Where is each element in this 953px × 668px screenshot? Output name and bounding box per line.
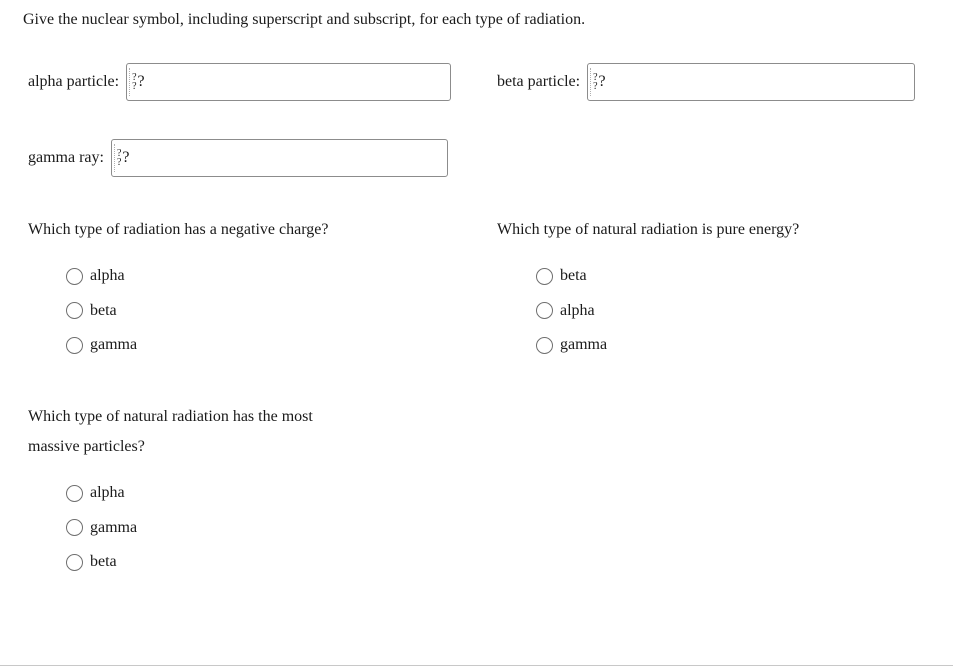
alpha-particle-label: alpha particle: xyxy=(28,73,120,90)
pure-energy-option-gamma[interactable] xyxy=(536,328,607,363)
option-label: gamma xyxy=(90,518,138,536)
gamma-superscript-slot[interactable]: ? xyxy=(116,148,122,159)
negative-charge-options xyxy=(66,259,137,363)
radio-button[interactable] xyxy=(536,268,553,285)
option-label: beta xyxy=(90,301,117,319)
massive-particles-option-alpha[interactable] xyxy=(66,476,137,511)
radio-button[interactable] xyxy=(536,302,553,319)
beta-particle-input[interactable] xyxy=(587,63,915,101)
question-line: Which type of natural radiation has the most xyxy=(28,408,313,425)
radio-button[interactable] xyxy=(66,302,83,319)
option-label: gamma xyxy=(560,336,608,354)
question-line: massive particles? xyxy=(28,438,145,455)
gamma-ray-field xyxy=(28,137,448,179)
beta-subscript-slot[interactable]: ? xyxy=(593,81,598,92)
radio-button[interactable] xyxy=(66,268,83,285)
gamma-symbol-slot[interactable]: ? xyxy=(122,149,130,166)
bottom-divider xyxy=(0,665,953,666)
option-label: beta xyxy=(90,553,117,571)
alpha-particle-input[interactable] xyxy=(126,63,451,101)
beta-particle-label: beta particle: xyxy=(497,73,581,90)
alpha-superscript-slot[interactable]: ? xyxy=(132,72,137,83)
negative-charge-option-beta[interactable] xyxy=(66,294,137,329)
alpha-nuclear-symbol-template[interactable] xyxy=(129,68,145,96)
option-label: alpha xyxy=(90,484,125,502)
gamma-ray-input[interactable] xyxy=(111,139,448,177)
gamma-ray-label: gamma ray: xyxy=(28,149,104,166)
massive-particles-option-gamma[interactable] xyxy=(66,511,137,546)
pure-energy-option-beta[interactable] xyxy=(536,259,607,294)
radio-button[interactable] xyxy=(66,337,83,354)
beta-particle-field xyxy=(497,61,915,103)
massive-particles-option-beta[interactable] xyxy=(66,545,137,580)
pure-energy-option-alpha[interactable] xyxy=(536,294,607,329)
radio-button[interactable] xyxy=(66,519,83,536)
negative-charge-option-alpha[interactable] xyxy=(66,259,137,294)
negative-charge-option-gamma[interactable] xyxy=(66,328,137,363)
option-label: alpha xyxy=(560,301,595,319)
alpha-symbol-slot[interactable]: ? xyxy=(137,73,145,90)
radio-button[interactable] xyxy=(66,485,83,502)
radio-button[interactable] xyxy=(66,554,83,571)
alpha-particle-field xyxy=(28,61,451,103)
beta-superscript-slot[interactable]: ? xyxy=(593,72,598,83)
question-negative-charge: Which type of radiation has a negative charge? xyxy=(28,221,329,238)
question-massive-particles xyxy=(28,402,313,462)
radio-button[interactable] xyxy=(536,337,553,354)
question-pure-energy: Which type of natural radiation is pure energy? xyxy=(497,221,800,238)
beta-symbol-slot[interactable]: ? xyxy=(598,73,606,90)
massive-particles-options xyxy=(66,476,137,580)
gamma-subscript-slot[interactable]: ? xyxy=(116,157,122,168)
option-label: gamma xyxy=(90,336,138,354)
instructions-text: Give the nuclear symbol, including superscript and subscript, for each type of radiation. xyxy=(23,11,586,28)
alpha-subscript-slot[interactable]: ? xyxy=(132,81,137,92)
option-label: alpha xyxy=(90,267,125,285)
option-label: beta xyxy=(560,267,587,285)
pure-energy-options xyxy=(536,259,607,363)
beta-nuclear-symbol-template[interactable] xyxy=(590,68,606,96)
gamma-nuclear-symbol-template[interactable] xyxy=(114,144,130,172)
